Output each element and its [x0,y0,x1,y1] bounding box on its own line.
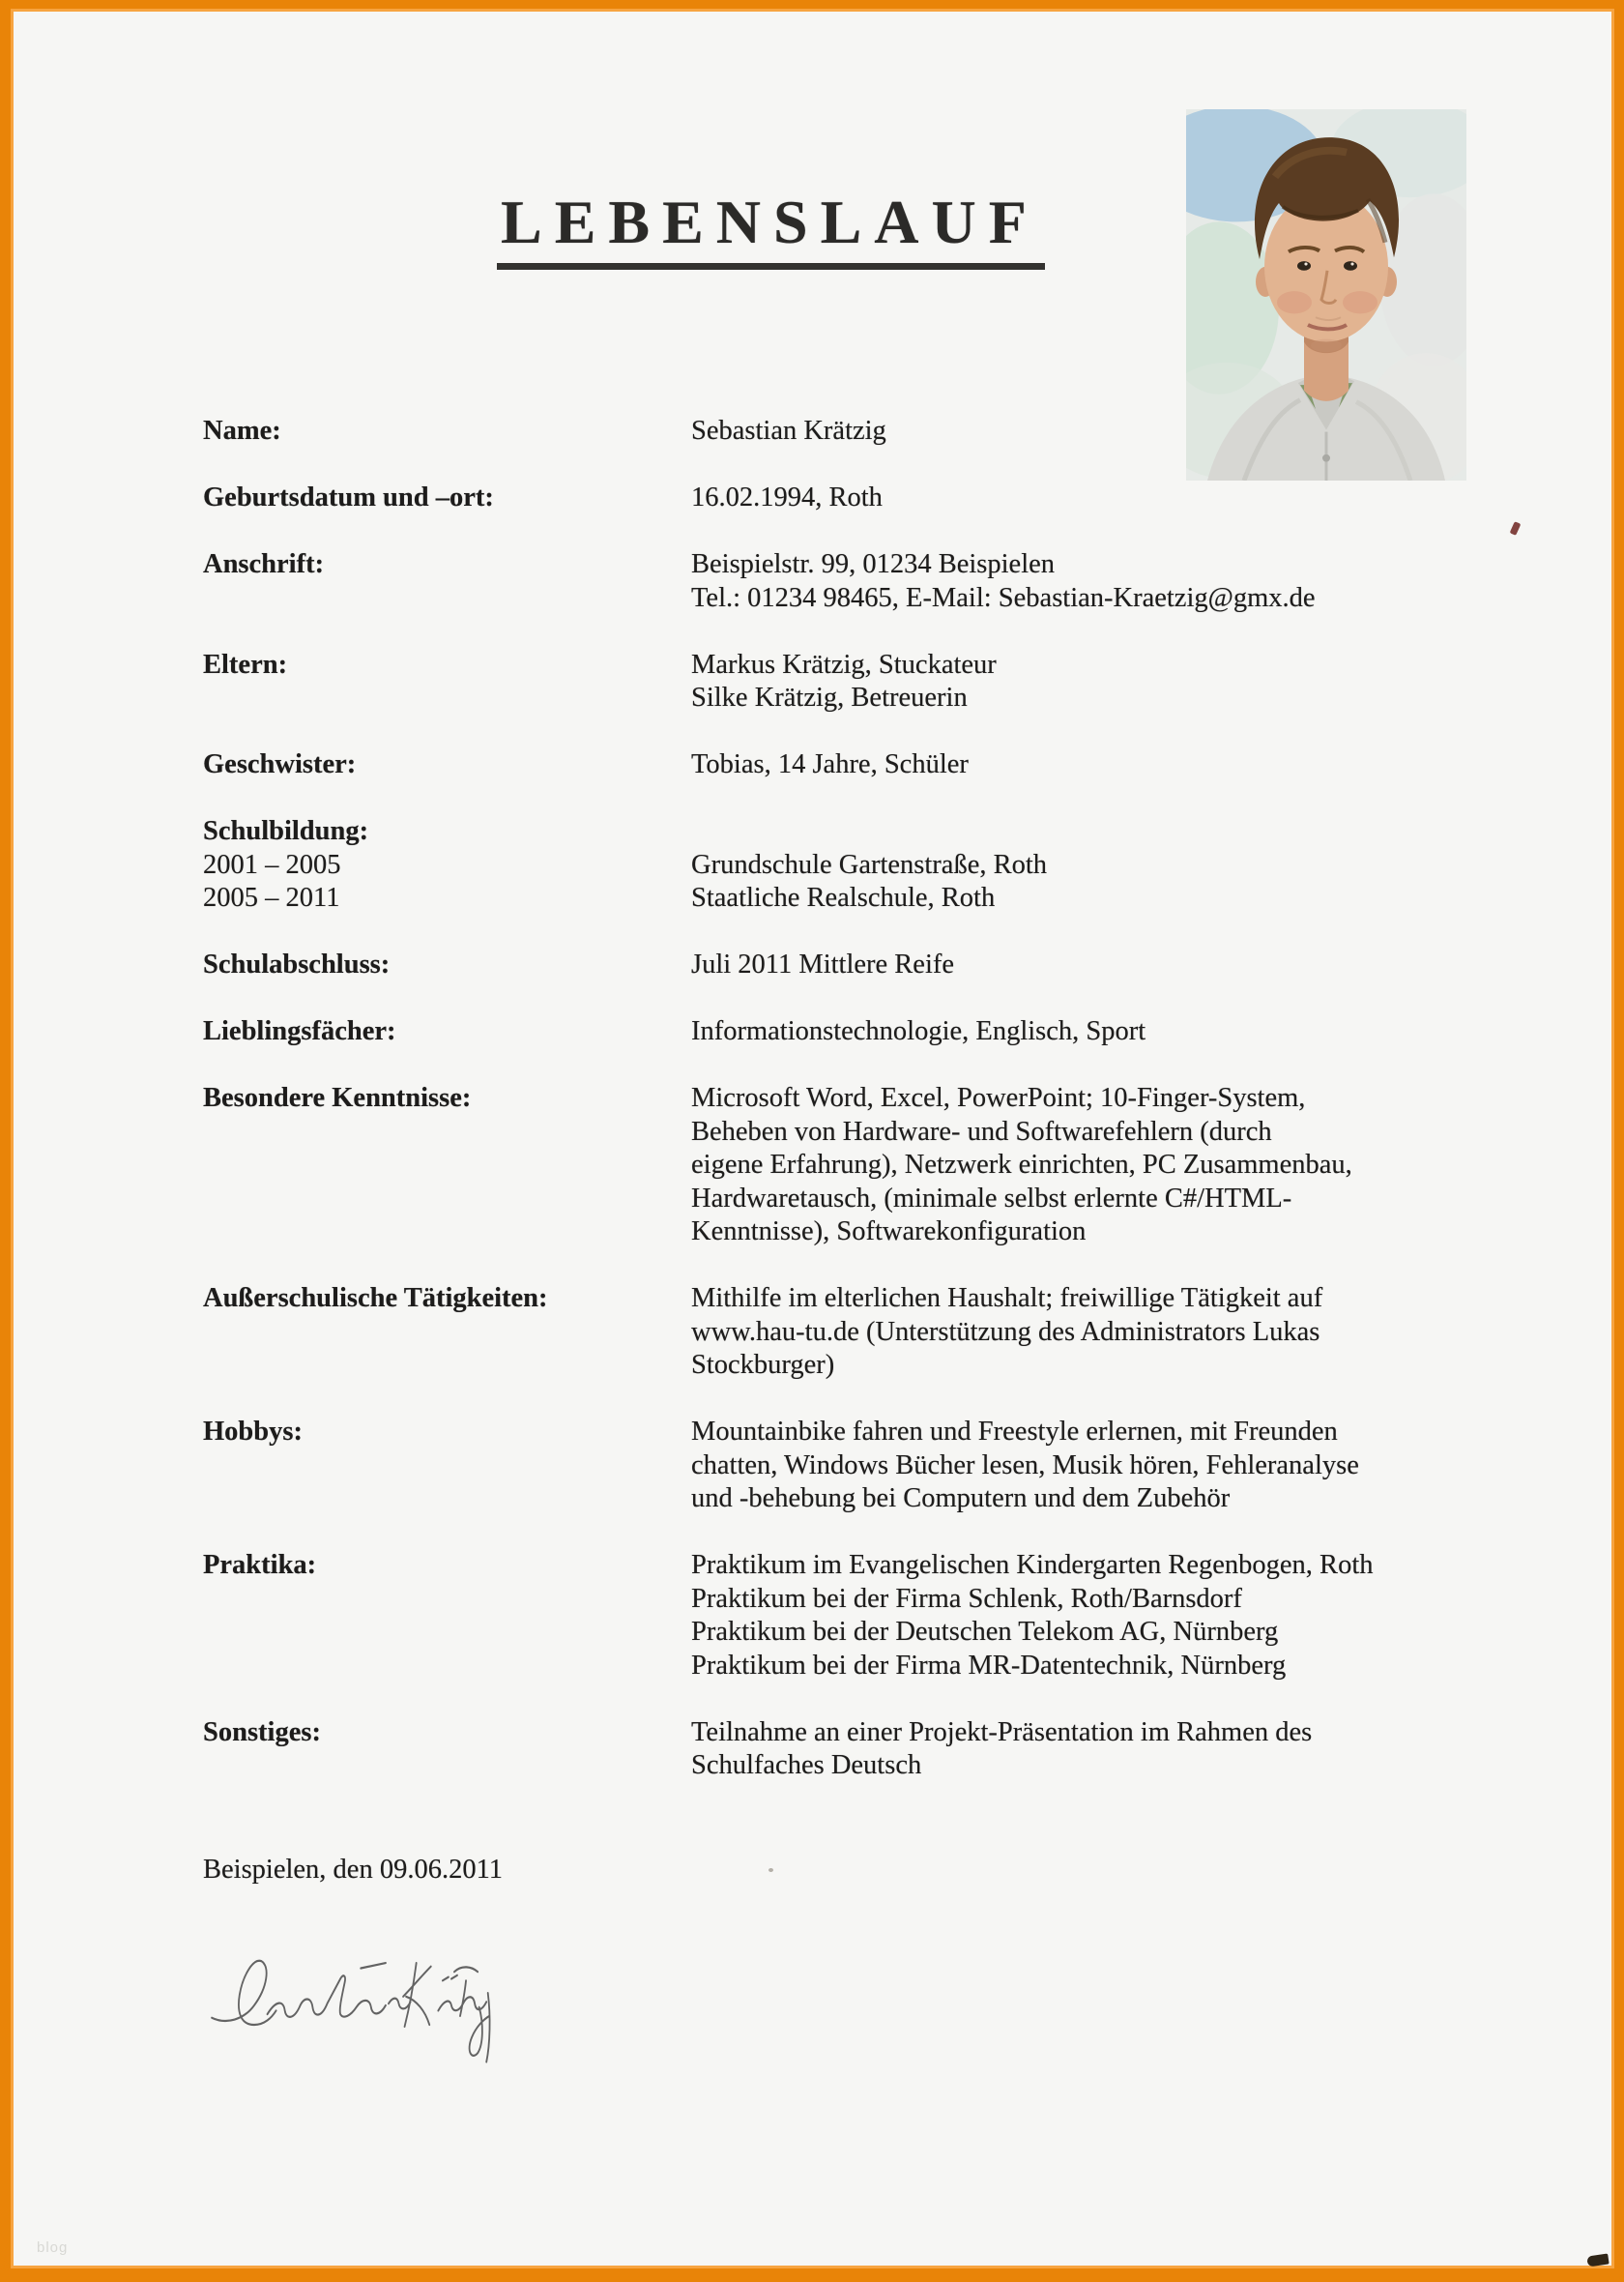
row-value-line: Praktikum bei der Firma Schlenk, Roth/Barnsdorf [691,1583,1242,1614]
resume-row-name [203,415,1556,449]
row-value-extracurricular [691,1282,1556,1383]
resume-row-birth [203,482,1556,515]
row-label-misc [203,1716,691,1783]
row-value-education [691,815,1556,916]
row-value-line: chatten, Windows Bücher lesen, Musik hören, Fehleranalyse [691,1449,1359,1480]
row-value-line: Sebastian Krätzig [691,416,886,446]
faint-watermark: blog [37,2239,69,2256]
row-value-parents [691,649,1556,716]
row-label-internships [203,1549,691,1682]
resume-row-extracurricular [203,1282,1556,1383]
row-value-line: Hardwaretausch, (minimale selbst erlernte C#/HTML- [691,1183,1292,1214]
row-label-text: Name: [203,416,281,446]
row-value-hobbies [691,1416,1556,1516]
row-label-text: Schulabschluss: [203,950,391,980]
row-value-internships [691,1549,1556,1682]
row-value-line: Praktikum im Evangelischen Kindergarten Regenbogen, Roth [691,1550,1374,1580]
row-label-text: Außerschulische Tätigkeiten: [203,1283,548,1313]
row-value-line: 16.02.1994, Roth [691,483,883,512]
resume-row-graduation [203,949,1556,982]
row-value-line: Informationstechnologie, Englisch, Sport [691,1016,1146,1046]
row-label-parents [203,649,691,716]
row-value-line: Grundschule Gartenstraße, Roth [691,849,1048,880]
resume-row-hobbies [203,1416,1556,1516]
date-place-line: Beispielen, den 09.06.2011 [203,1855,504,1885]
resume-row-address [203,548,1556,615]
row-label-text: Schulbildung: [203,816,369,846]
row-value-graduation [691,949,1556,982]
page-title: LEBENSLAUF [497,191,1045,270]
row-label-siblings [203,748,691,782]
row-value-favorite-subjects [691,1015,1556,1049]
row-value-line: Praktikum bei der Deutschen Telekom AG, Nürnberg [691,1617,1279,1647]
row-label-text: Besondere Kenntnisse: [203,1083,472,1113]
row-label-subtext: 2001 – 2005 [203,849,341,880]
row-value-line: und -behebung bei Computern und dem Zubehör [691,1483,1231,1513]
row-label-text: Eltern: [203,649,288,680]
row-value-birth [691,482,1556,515]
row-value-line: Tobias, 14 Jahre, Schüler [691,749,969,779]
row-value-address [691,548,1556,615]
row-label-subtext: 2005 – 2011 [203,883,340,913]
row-label-graduation [203,949,691,982]
row-label-text: Geburtsdatum und –ort: [203,483,494,512]
scan-artifact-corner-smudge [1586,2254,1609,2267]
resume-row-internships [203,1549,1556,1682]
row-value-line: Silke Krätzig, Betreuerin [691,683,968,713]
row-value-line: Beispielstr. 99, 01234 Beispielen [691,549,1056,579]
row-value-line: Stockburger) [691,1350,835,1380]
row-label-name [203,415,691,449]
resume-row-special-skills [203,1082,1556,1249]
row-value-line: eigene Erfahrung), Netzwerk einrichten, PC Zusammenbau, [691,1150,1352,1180]
row-value-special-skills [691,1082,1556,1249]
row-value-line: Beheben von Hardware- und Softwarefehlern (durch [691,1116,1272,1147]
row-value-name [691,415,1556,449]
resume-row-siblings [203,748,1556,782]
resume-row-parents [203,649,1556,716]
row-value-line: Mountainbike fahren und Freestyle erlernen, mit Freunden [691,1417,1338,1447]
row-value-line: Schulfaches Deutsch [691,1750,922,1780]
row-value-line: Markus Krätzig, Stuckateur [691,649,997,680]
row-value-line: Praktikum bei der Firma MR-Datentechnik, Nürnberg [691,1650,1287,1681]
row-value-line: Kenntnisse), Softwarekonfiguration [691,1216,1087,1246]
resume-rows [203,415,1556,1816]
row-label-text: Anschrift: [203,549,325,579]
row-label-text: Sonstiges: [203,1716,321,1747]
row-value-line: Microsoft Word, Excel, PowerPoint; 10-Finger-System, [691,1083,1306,1113]
row-label-birth [203,482,691,515]
resume-row-favorite-subjects [203,1015,1556,1049]
row-value-line: Teilnahme an einer Projekt-Präsentation im Rahmen des [691,1716,1313,1747]
row-label-address [203,548,691,615]
resume-page [14,12,1611,2266]
row-value-line: Mithilfe im elterlichen Haushalt; freiwillige Tätigkeit auf [691,1283,1323,1313]
row-value-line: www.hau-tu.de (Unterstützung des Administrators Lukas [691,1316,1320,1347]
row-value-misc [691,1716,1556,1783]
row-label-special-skills [203,1082,691,1249]
row-label-favorite-subjects [203,1015,691,1049]
row-label-education [203,815,691,916]
row-label-extracurricular [203,1282,691,1383]
resume-row-education [203,815,1556,916]
scan-artifact-dot [768,1868,773,1872]
row-value-line: Juli 2011 Mittlere Reife [691,950,955,980]
row-label-text: Praktika: [203,1550,317,1580]
row-label-text: Geschwister: [203,749,357,779]
row-label-hobbies [203,1416,691,1516]
row-value-line: Staatliche Realschule, Roth [691,883,996,913]
row-value-line [691,815,1556,849]
row-value-siblings [691,748,1556,782]
row-label-text: Hobbys: [203,1417,303,1447]
handwritten-signature [197,1912,526,2066]
row-value-line: Tel.: 01234 98465, E-Mail: Sebastian-Kraetzig@gmx.de [691,582,1316,613]
resume-row-misc [203,1716,1556,1783]
row-label-text: Lieblingsfächer: [203,1016,396,1046]
